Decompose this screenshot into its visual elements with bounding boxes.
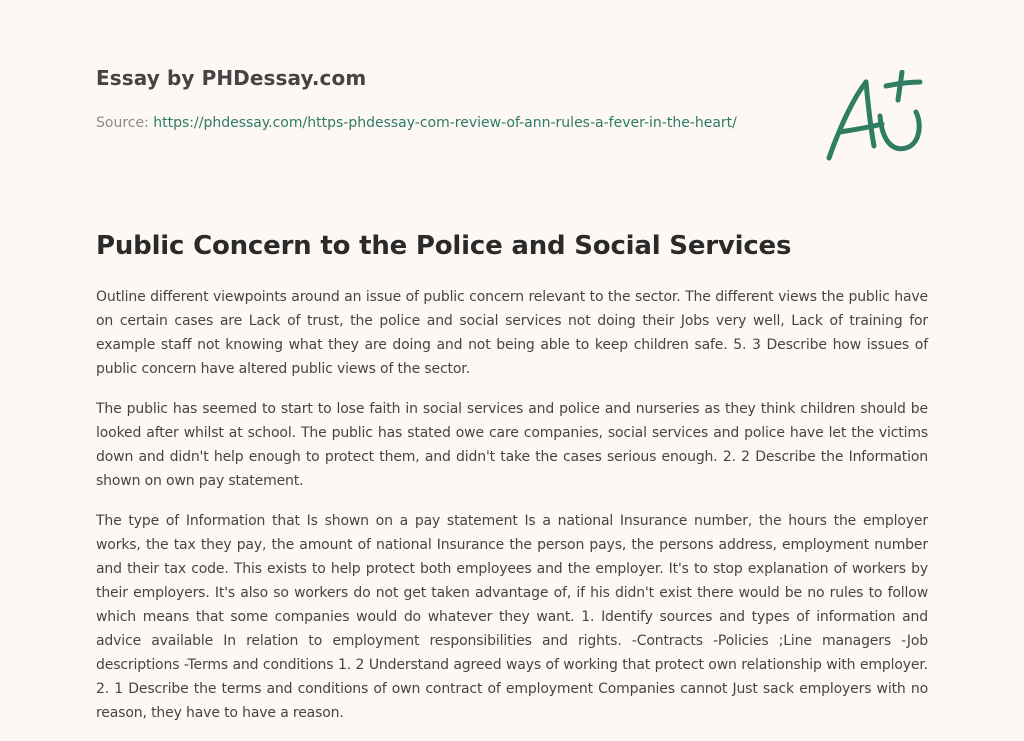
source-link[interactable]: https://phdessay.com/https-phdessay-com-review-of-ann-rules-a-fever-in-the-heart/ — [153, 115, 737, 131]
source-label: Source: — [96, 115, 154, 131]
essay-body — [96, 285, 928, 741]
a-plus-logo-graphic — [822, 70, 926, 164]
essay-title: Public Concern to the Police and Social Services — [96, 231, 792, 261]
site-brand: Essay by PHDessay.com — [96, 66, 367, 90]
essay-paragraph: Outline different viewpoints around an issue of public concern relevant to the sector. The different views the public have on certain cases are Lack of trust, the police and social services not doing their Jobs very well, Lack of training for example staff not knowing what they are doing and not being able to keep children safe. 5. 3 Describe how issues of public concern have altered public views of the sector. — [96, 289, 928, 377]
essay-paragraph: The public has seemed to start to lose faith in social services and police and nurseries as they think children should be looked after whilst at school. The public has stated owe care companies, social services and police have let the victims down and didn't help enough to protect them, and didn't take the cases serious enough. 2. 2 Describe the Information shown on own pay statement. — [96, 401, 928, 489]
source-line — [96, 112, 756, 135]
essay-paragraph: The type of Information that Is shown on a pay statement Is a national Insurance number, the hours the employer works, the tax they pay, the amount of national Insurance the person pays, the persons address, employment number and their tax code. This exists to help protect both employees and the employer. It's to stop explanation of workers by their employers. It's also so workers do not get taken advantage of, if his didn't exist there would be no rules to follow which means that some companies would do whatever they want. 1. Identify sources and types of information and advice available In relation to employment responsibilities and rights. -Contracts -Policies ;Line managers -Job descriptions -Terms and conditions 1. 2 Understand agreed ways of working that protect own relationship with employer. 2. 1 Describe the terms and conditions of own contract of employment Companies cannot Just sack employers with no reason, they have to have a reason. — [96, 513, 928, 721]
a-plus-logo — [822, 70, 926, 164]
